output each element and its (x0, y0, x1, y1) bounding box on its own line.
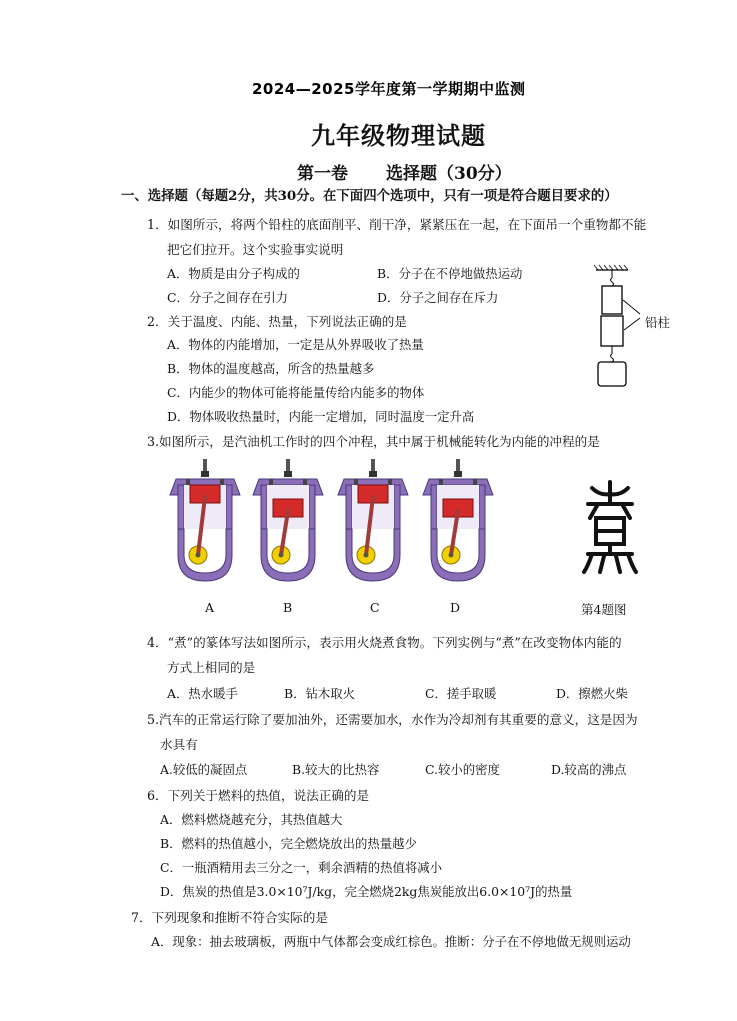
q4-option-d: D．擦燃火柴 (556, 686, 628, 701)
engine-label-d: D (450, 600, 461, 615)
q4-option-b: B．钻木取火 (284, 686, 356, 701)
q5-option-c: C.较小的密度 (425, 762, 500, 777)
q1-option-a: A．物质是由分子构成的 (167, 266, 300, 281)
q5-option-d: D.较高的沸点 (551, 762, 627, 777)
zhu-seal-script-figure (580, 478, 640, 578)
engine-label-c: C (370, 600, 380, 615)
engine-diagram-a (170, 459, 240, 581)
q5-option-b: B.较大的比热容 (292, 762, 380, 777)
q6-stem: 6．下列关于燃料的热值，说法正确的是 (147, 788, 370, 803)
engine-diagram-c (338, 459, 408, 581)
exam-title: 九年级物理试题 (311, 122, 486, 150)
volume-type: 选择题（30分） (386, 164, 512, 184)
q4-option-a: A．热水暖手 (167, 686, 238, 701)
q5-option-a: A.较低的凝固点 (160, 762, 248, 777)
section-title: 一、选择题（每题2分，共30分。在下面四个选项中，只有一项是符合题目要求的） (121, 188, 618, 204)
zhu-caption: 第4题图 (581, 602, 627, 617)
q1-line2: 把它们拉开。这个实验事实说明 (167, 242, 344, 257)
q1-option-c: C．分子之间存在引力 (167, 290, 288, 305)
q4-line1: 4．“煮”的篆体写法如图所示，表示用火烧煮食物。下列实例与“煮”在改变物体内能的 (147, 635, 622, 650)
q4-line2: 方式上相同的是 (167, 660, 256, 675)
q2-option-d: D．物体吸收热量时，内能一定增加，同时温度一定升高 (167, 409, 475, 424)
year-title: 2024—2025学年度第一学期期中监测 (252, 80, 526, 98)
q4-option-c: C．搓手取暖 (425, 686, 497, 701)
q1-option-b: B．分子在不停地做热运动 (377, 266, 523, 281)
q6-option-c: C．一瓶酒精用去三分之一，剩余酒精的热值将减小 (160, 860, 443, 875)
q5-line1: 5.汽车的正常运行除了要加油外，还需要加水，水作为冷却剂有其重要的意义，这是因为 (147, 712, 638, 727)
q6-option-b: B．燃料的热值越小，完全燃烧放出的热量越少 (160, 836, 417, 851)
q7-stem: 7．下列现象和推断不符合实际的是 (131, 910, 328, 925)
q1-option-d: D．分子之间存在斥力 (377, 290, 499, 305)
q3-stem: 3.如图所示，是汽油机工作时的四个冲程，其中属于机械能转化为内能的冲程的是 (147, 434, 600, 449)
volume-label: 第一卷 (297, 164, 348, 184)
volume-heading (297, 159, 512, 184)
q5-line2: 水具有 (160, 737, 198, 752)
lead-label: 铅柱 (645, 315, 671, 330)
q2-option-a: A．物体的内能增加，一定是从外界吸收了热量 (167, 337, 424, 352)
q2-stem: 2．关于温度、内能、热量，下列说法正确的是 (147, 314, 407, 329)
q2-option-c: C．内能少的物体可能将能量传给内能多的物体 (167, 385, 425, 400)
engine-diagram-d (423, 459, 493, 581)
q1-line1: 1．如图所示，将两个铅柱的底面削平、削干净，紧紧压在一起，在下面吊一个重物都不能 (147, 217, 647, 232)
engine-diagram-b (253, 459, 323, 581)
q6-option-d: D．焦炭的热值是3.0×10⁷J/kg，完全燃烧2kg焦炭能放出6.0×10⁷J的热量 (160, 884, 573, 899)
q2-option-b: B．物体的温度越高，所含的热量越多 (167, 361, 375, 376)
engine-label-b: B (283, 600, 293, 615)
engine-strokes-figure (170, 455, 520, 590)
q7-option-a: A．现象：抽去玻璃板，两瓶中气体都会变成红棕色。推断：分子在不停地做无规则运动 (151, 934, 631, 949)
engine-label-a: A (205, 600, 215, 615)
q6-option-a: A．燃料燃烧越充分，其热值越大 (160, 812, 343, 827)
